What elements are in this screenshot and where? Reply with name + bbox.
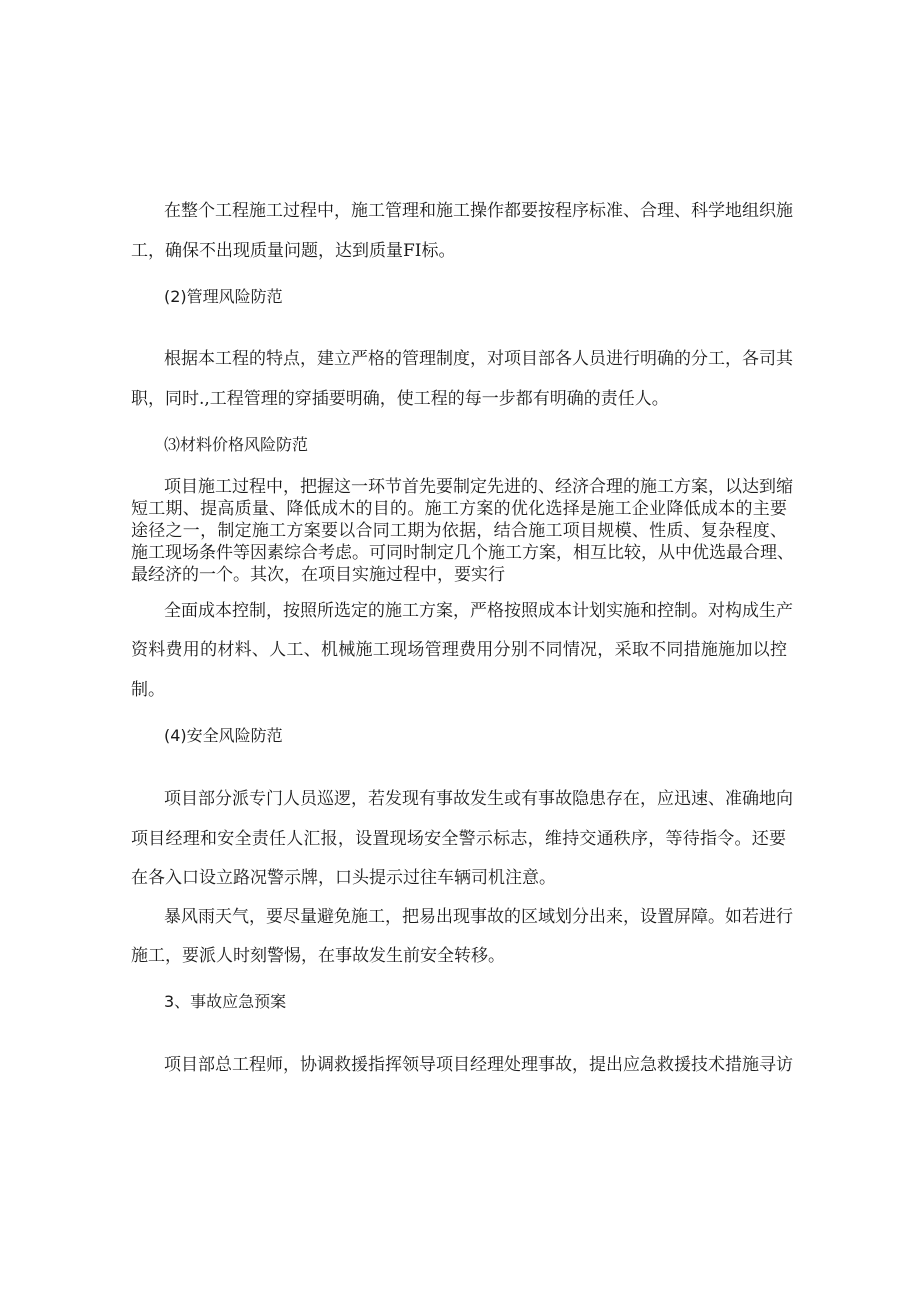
text-line: 项目部总工程师，协调救援指挥领导项目经理处理事故，提出应急救援技术措施寻访	[164, 1055, 793, 1075]
text-line: 最经济的一个。其次，在项目实施过程中，要实行	[131, 565, 505, 585]
text-line: 途径之一，制定施工方案要以合同工期为依据，结合施工项目规模、性质、复杂程度、	[131, 521, 787, 541]
text-line: 在整个工程施工过程中，施工管理和施工操作都要按程序标准、合理、科学地组织施	[164, 201, 793, 221]
text-line: 职，同时.,工程管理的穿插要明确，使工程的每一步都有明确的责任人。	[131, 389, 669, 409]
text-line: 制。	[131, 680, 165, 700]
text-line: 项目经理和安全责任人汇报，设置现场安全警示标志，维持交通秩序，等待指令。还要	[131, 829, 786, 849]
text-line: 施工现场条件等因素综合考虑。可同时制定几个施工方案，相互比较，从中优选最合理、	[131, 543, 794, 563]
text-line: 项目施工过程中，把握这一环节首先要制定先进的、经济合理的施工方案，以达到缩	[164, 477, 793, 497]
text-line: 暴风雨天气，要尽量避免施工，把易出现事故的区域划分出来，设置屏障。如若进行	[164, 907, 793, 927]
section-heading: 3、事故应急预案	[164, 992, 287, 1011]
text-line: 资料费用的材料、人工、机械施工现场管理费用分别不同情况，采取不同措施施加以控	[131, 640, 787, 660]
text-line: 施工，要派人时刻警惕，在事故发生前安全转移。	[131, 946, 505, 966]
text-line: 全面成本控制，按照所选定的施工方案，严格按照成本计划实施和控制。对构成生产	[164, 601, 793, 621]
section-heading: ⑶材料价格风险防范	[164, 435, 309, 454]
text-line: 在各入口设立路况警示牌，口头提示过往车辆司机注意。	[131, 868, 556, 888]
text-line: 短工期、提高质量、降低成木的目的。施工方案的优化选择是施工企业降低成本的主要	[131, 499, 787, 519]
section-heading: (4)安全风险防范	[164, 726, 283, 745]
section-heading: (2)管理风险防范	[164, 287, 283, 306]
text-line: 根据本工程的特点，建立严格的管理制度，对项目部各人员进行明确的分工，各司其	[164, 349, 793, 369]
text-line: 工，确保不出现质量问题，达到质量FI标。	[131, 241, 456, 261]
text-line: 项目部分派专门人员巡逻，若发现有事故发生或有事故隐患存在，应迅速、准确地向	[164, 789, 793, 809]
